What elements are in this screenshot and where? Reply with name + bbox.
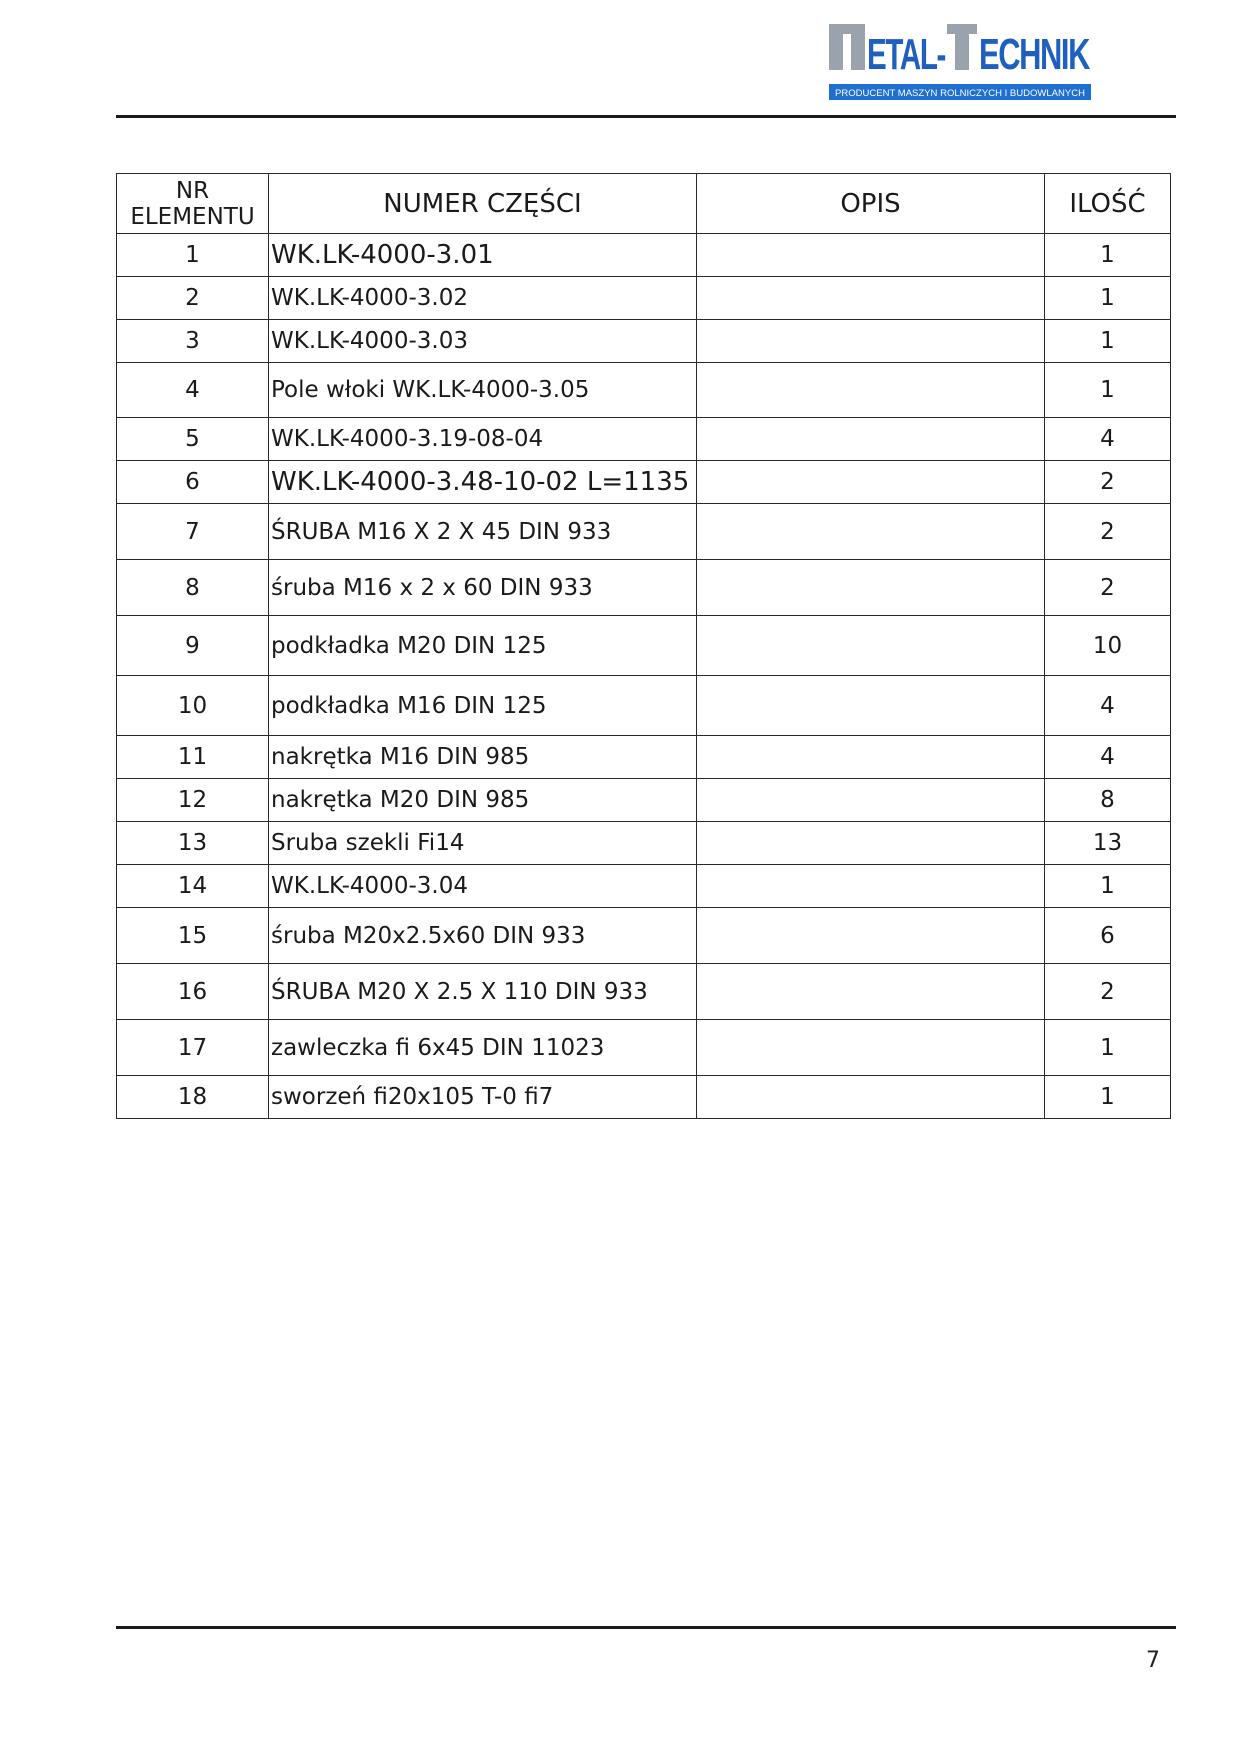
row-number: 7	[117, 504, 269, 560]
row-description	[697, 461, 1045, 504]
row-part-number: nakrętka M20 DIN 985	[269, 779, 697, 822]
table-row	[117, 504, 1171, 560]
row-description	[697, 822, 1045, 865]
row-part-number: podkładka M20 DIN 125	[269, 616, 697, 676]
row-number: 12	[117, 779, 269, 822]
table-row	[117, 964, 1171, 1020]
row-description	[697, 560, 1045, 616]
table-row	[117, 1076, 1171, 1119]
row-part-number: WK.LK-4000-3.48-10-02 L=1135	[269, 461, 697, 504]
row-number: 9	[117, 616, 269, 676]
header-divider	[116, 115, 1176, 118]
table-row	[117, 822, 1171, 865]
row-part-number: Sruba szekli Fi14	[269, 822, 697, 865]
row-quantity: 2	[1045, 964, 1171, 1020]
column-header-nr-line2: ELEMENTU	[130, 203, 255, 230]
row-part-number: śruba M20x2.5x60 DIN 933	[269, 908, 697, 964]
row-part-number: sworzeń fi20x105 T-0 fi7	[269, 1076, 697, 1119]
row-quantity: 1	[1045, 277, 1171, 320]
row-quantity: 2	[1045, 461, 1171, 504]
row-part-number: WK.LK-4000-3.01	[269, 234, 697, 277]
row-description	[697, 418, 1045, 461]
table-row	[117, 779, 1171, 822]
table-row	[117, 908, 1171, 964]
row-number: 17	[117, 1020, 269, 1076]
table-row	[117, 461, 1171, 504]
row-quantity: 6	[1045, 908, 1171, 964]
row-part-number: WK.LK-4000-3.02	[269, 277, 697, 320]
row-number: 16	[117, 964, 269, 1020]
row-description	[697, 779, 1045, 822]
row-number: 6	[117, 461, 269, 504]
row-description	[697, 234, 1045, 277]
row-description	[697, 908, 1045, 964]
row-part-number: WK.LK-4000-3.04	[269, 865, 697, 908]
table-row	[117, 736, 1171, 779]
column-header-description: OPIS	[697, 174, 1045, 234]
row-quantity: 1	[1045, 320, 1171, 363]
row-number: 8	[117, 560, 269, 616]
parts-list-table	[116, 173, 1171, 1119]
row-description	[697, 504, 1045, 560]
row-description	[697, 277, 1045, 320]
table-row	[117, 616, 1171, 676]
row-part-number: ŚRUBA M20 X 2.5 X 110 DIN 933	[269, 964, 697, 1020]
table-row	[117, 234, 1171, 277]
row-number: 18	[117, 1076, 269, 1119]
row-part-number: śruba M16 x 2 x 60 DIN 933	[269, 560, 697, 616]
row-number: 2	[117, 277, 269, 320]
column-header-nr-line1: NR	[175, 177, 210, 204]
table-row	[117, 865, 1171, 908]
row-description	[697, 865, 1045, 908]
table-header-row	[117, 174, 1171, 234]
row-part-number: podkładka M16 DIN 125	[269, 676, 697, 736]
row-part-number: nakrętka M16 DIN 985	[269, 736, 697, 779]
table-row	[117, 676, 1171, 736]
svg-text:ETAL-: ETAL-	[867, 30, 946, 79]
table-row	[117, 1020, 1171, 1076]
row-description	[697, 1076, 1045, 1119]
row-quantity: 10	[1045, 616, 1171, 676]
row-description	[697, 320, 1045, 363]
row-description	[697, 964, 1045, 1020]
row-quantity: 1	[1045, 865, 1171, 908]
row-quantity: 4	[1045, 736, 1171, 779]
table-row	[117, 277, 1171, 320]
row-number: 1	[117, 234, 269, 277]
table-row	[117, 560, 1171, 616]
row-part-number: WK.LK-4000-3.03	[269, 320, 697, 363]
row-description	[697, 676, 1045, 736]
row-number: 13	[117, 822, 269, 865]
footer-divider	[116, 1626, 1176, 1629]
row-description	[697, 1020, 1045, 1076]
row-description	[697, 363, 1045, 418]
row-part-number: WK.LK-4000-3.19-08-04	[269, 418, 697, 461]
row-description	[697, 616, 1045, 676]
column-header-part-number: NUMER CZĘŚCI	[269, 174, 697, 234]
row-description	[697, 736, 1045, 779]
row-part-number: zawleczka fi 6x45 DIN 11023	[269, 1020, 697, 1076]
page-number: 7	[1146, 1648, 1160, 1673]
company-logo	[829, 22, 1091, 104]
row-quantity: 1	[1045, 363, 1171, 418]
row-part-number: Pole włoki WK.LK-4000-3.05	[269, 363, 697, 418]
svg-text:ECHNIK: ECHNIK	[979, 30, 1091, 79]
table-row	[117, 418, 1171, 461]
row-number: 3	[117, 320, 269, 363]
row-quantity: 13	[1045, 822, 1171, 865]
row-number: 15	[117, 908, 269, 964]
row-quantity: 8	[1045, 779, 1171, 822]
column-header-element-number	[117, 174, 269, 234]
metal-technik-logo-graphic	[829, 22, 1091, 104]
row-quantity: 4	[1045, 418, 1171, 461]
row-part-number: ŚRUBA M16 X 2 X 45 DIN 933	[269, 504, 697, 560]
row-quantity: 1	[1045, 1020, 1171, 1076]
table-row	[117, 320, 1171, 363]
row-quantity: 2	[1045, 560, 1171, 616]
row-number: 5	[117, 418, 269, 461]
column-header-quantity: ILOŚĆ	[1045, 174, 1171, 234]
row-number: 10	[117, 676, 269, 736]
row-quantity: 1	[1045, 1076, 1171, 1119]
row-quantity: 1	[1045, 234, 1171, 277]
row-number: 14	[117, 865, 269, 908]
row-quantity: 2	[1045, 504, 1171, 560]
row-quantity: 4	[1045, 676, 1171, 736]
logo-tagline: PRODUCENT MASZYN ROLNICZYCH I BUDOWLANYCH	[835, 88, 1085, 98]
row-number: 4	[117, 363, 269, 418]
row-number: 11	[117, 736, 269, 779]
table-row	[117, 363, 1171, 418]
